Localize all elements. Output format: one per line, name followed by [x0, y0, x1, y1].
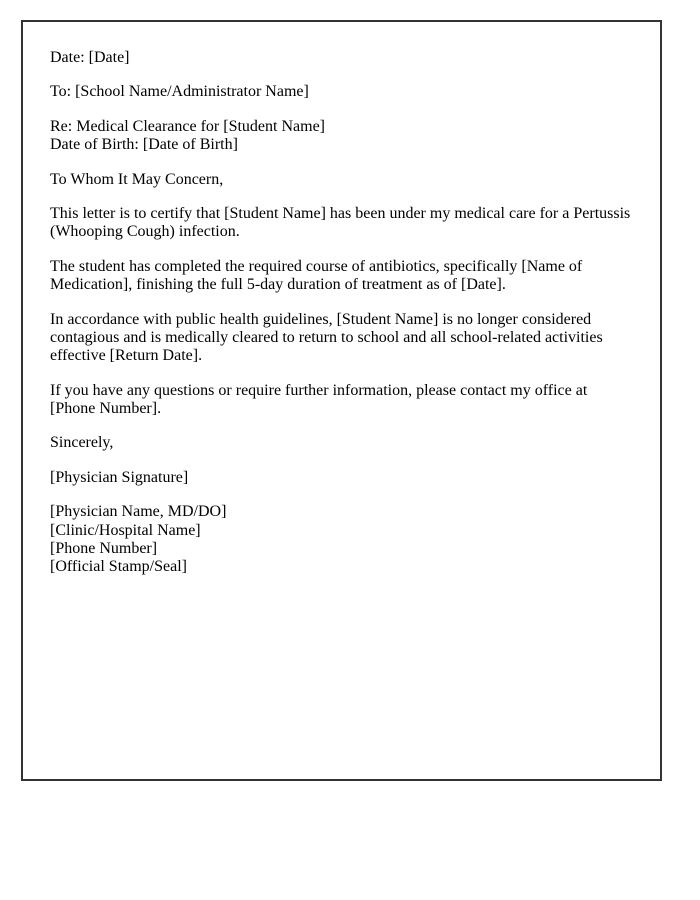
signature-block [50, 503, 634, 577]
body-paragraph-clearance: In accordance with public health guidelines, [Student Name] is no longer considered contagious and is medically cleared to return to school and all school-related activities effective [Return Date]. [50, 310, 603, 365]
recipient-line: To: [School Name/Administrator Name] [50, 83, 309, 101]
subject-line: Re: Medical Clearance for [Student Name] [50, 117, 325, 135]
body-paragraph-certify: This letter is to certify that [Student Name] has been under my medical care for a Pertussis (Whooping Cough) infection. [50, 204, 631, 241]
closing-line: Sincerely, [50, 434, 114, 452]
body-paragraph-antibiotics: The student has completed the required course of antibiotics, specifically [Name of Medication], finishing the full 5-day duration of treatment as of [Date]. [50, 257, 583, 294]
subject-block [50, 118, 634, 155]
signature-block-official-stamp: [Official Stamp/Seal] [50, 558, 187, 576]
date-line: Date: [Date] [50, 49, 130, 66]
date-of-birth-line: Date of Birth: [Date of Birth] [50, 136, 238, 154]
signature-block-phone-number: [Phone Number] [50, 540, 158, 558]
body-paragraph-contact: If you have any questions or require further information, please contact my office at [Phone Number]. [50, 381, 588, 418]
signature-block-clinic-name: [Clinic/Hospital Name] [50, 521, 201, 539]
signature-placeholder: [Physician Signature] [50, 468, 189, 486]
letter-document [21, 20, 662, 781]
signature-block-physician-name: [Physician Name, MD/DO] [50, 503, 227, 521]
salutation: To Whom It May Concern, [50, 170, 224, 188]
